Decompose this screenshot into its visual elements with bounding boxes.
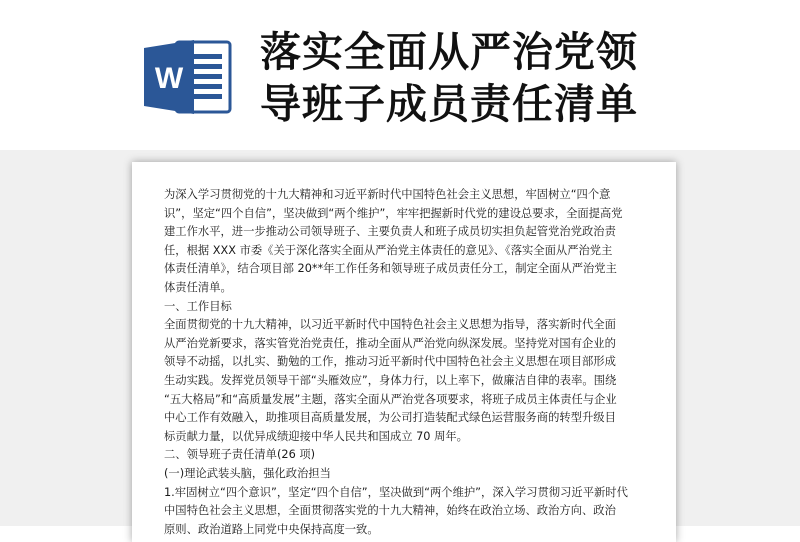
section-heading: 二、领导班子责任清单(26 项) <box>164 448 316 462</box>
paragraph-line: 生动实践。发挥党员领导干部“头雁效应”，身体力行，以上率下，做廉洁自律的表率。围绕 <box>164 373 617 387</box>
paragraph-line: 识”，坚定“四个自信”，坚决做到“两个维护”，牢牢把握新时代党的建设总要求，全面提高党 <box>164 206 623 220</box>
paragraph-line: 任，根据 XXX 市委《关于深化落实全面从严治党主体责任的意见》、《落实全面从严治党主 <box>164 243 613 257</box>
paragraph-line: 领导不动摇，以扎实、勤勉的工作，推动习近平新时代中国特色社会主义思想在项目部形成 <box>164 355 616 369</box>
header-banner <box>0 0 800 150</box>
paragraph-line: 1.牢固树立“四个意识”，坚定“四个自信”，坚决做到“两个维护”，深入学习贯彻习近平新时代 <box>164 485 628 499</box>
paragraph-line: 中心工作有效融入，助推项目高质量发展，为公司打造装配式绿色运营服务商的转型升级目 <box>164 411 616 425</box>
paragraph-line: 为深入学习贯彻党的十九大精神和习近平新时代中国特色社会主义思想，牢固树立“四个意 <box>164 188 611 201</box>
paragraph-line: 体责任清单》，结合项目部 20**年工作任务和领导班子成员责任分工，制定全面从严治党主 <box>164 262 617 276</box>
paragraph-line: 中国特色社会主义思想，全面贯彻落实党的十九大精神，始终在政治立场、政治方向、政治 <box>164 504 616 518</box>
word-icon <box>142 38 234 116</box>
document-body <box>164 186 644 539</box>
paragraph-line: 体责任清单。 <box>164 280 232 294</box>
paragraph-line: 从严治党新要求，落实管党治党责任，推动全面从严治党向纵深发展。坚持党对国有企业的 <box>164 336 616 350</box>
paragraph-line: 原则、政治道路上同党中央保持高度一致。 <box>164 522 379 536</box>
title-line-2: 导班子成员责任清单 <box>260 80 638 128</box>
paragraph-line: 建工作水平，进一步推动公司领导班子、主要负责人和班子成员切实担负起管党治党政治责 <box>164 225 616 239</box>
paragraph-line: “五大格局”和“高质量发展”主题，落实全面从严治党各项要求，将班子成员主体责任与企业 <box>164 392 617 406</box>
word-icon-letter: W <box>154 62 184 95</box>
title-line-1: 落实全面从严治党领 <box>260 28 638 76</box>
page-title <box>260 26 780 130</box>
section-heading: 一、工作目标 <box>164 299 232 313</box>
paragraph-line: 全面贯彻党的十九大精神，以习近平新时代中国特色社会主义思想为指导，落实新时代全面 <box>164 318 616 332</box>
paragraph-line: 标贡献力量，以优异成绩迎接中华人民共和国成立 70 周年。 <box>164 429 468 443</box>
subsection-heading: (一)理论武装头脑，强化政治担当 <box>164 466 331 480</box>
